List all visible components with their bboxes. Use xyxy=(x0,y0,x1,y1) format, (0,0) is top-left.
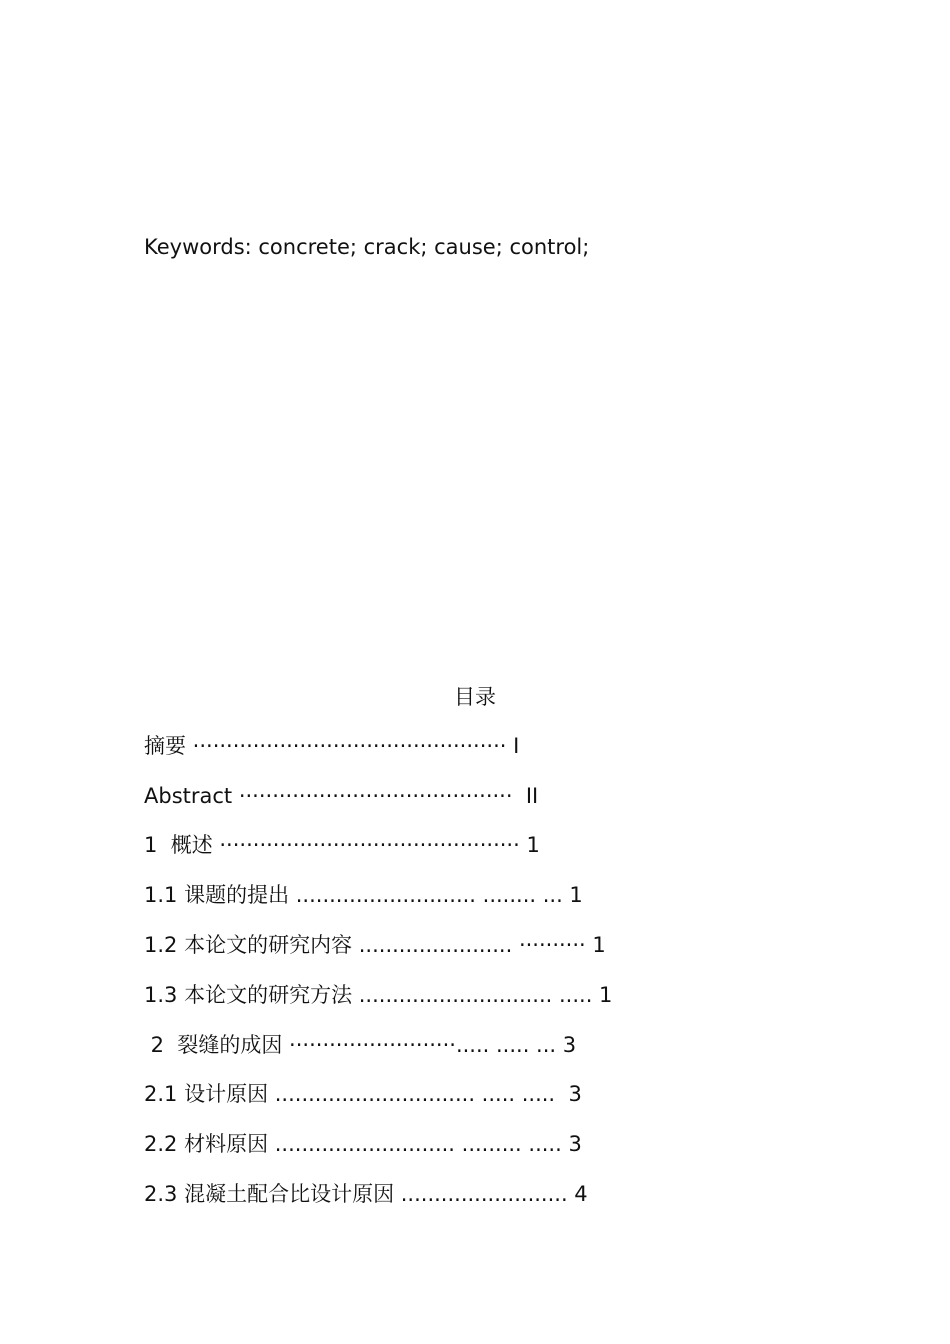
toc-entry-1-3[interactable]: 1.3 本论文的研究方法 ............................. ..... 1 xyxy=(144,983,613,1007)
toc-entry-abstract-cn[interactable]: 摘要 ··············································· I xyxy=(144,734,520,758)
toc-title: 目录 xyxy=(454,685,496,709)
toc-entry-abstract-en[interactable]: Abstract ········································· II xyxy=(144,784,539,808)
keywords-line: Keywords: concrete; crack; cause; control; xyxy=(144,235,590,259)
toc-entry-1-2[interactable]: 1.2 本论文的研究内容 ....................... ·········· 1 xyxy=(144,933,606,957)
toc-entry-2-3[interactable]: 2.3 混凝土配合比设计原因 ......................... 4 xyxy=(144,1182,588,1206)
toc-entry-2-1[interactable]: 2.1 设计原因 .............................. ..... ..... 3 xyxy=(144,1082,582,1106)
toc-entry-1[interactable]: 1 概述 ············································· 1 xyxy=(144,833,540,857)
toc-entry-1-1[interactable]: 1.1 课题的提出 ........................... ........ ... 1 xyxy=(144,883,583,907)
toc-entry-2-2[interactable]: 2.2 材料原因 ........................... ......... ..... 3 xyxy=(144,1132,582,1156)
toc-entry-2[interactable]: 2 裂缝的成因 ·························..... ..... ... 3 xyxy=(144,1033,577,1057)
